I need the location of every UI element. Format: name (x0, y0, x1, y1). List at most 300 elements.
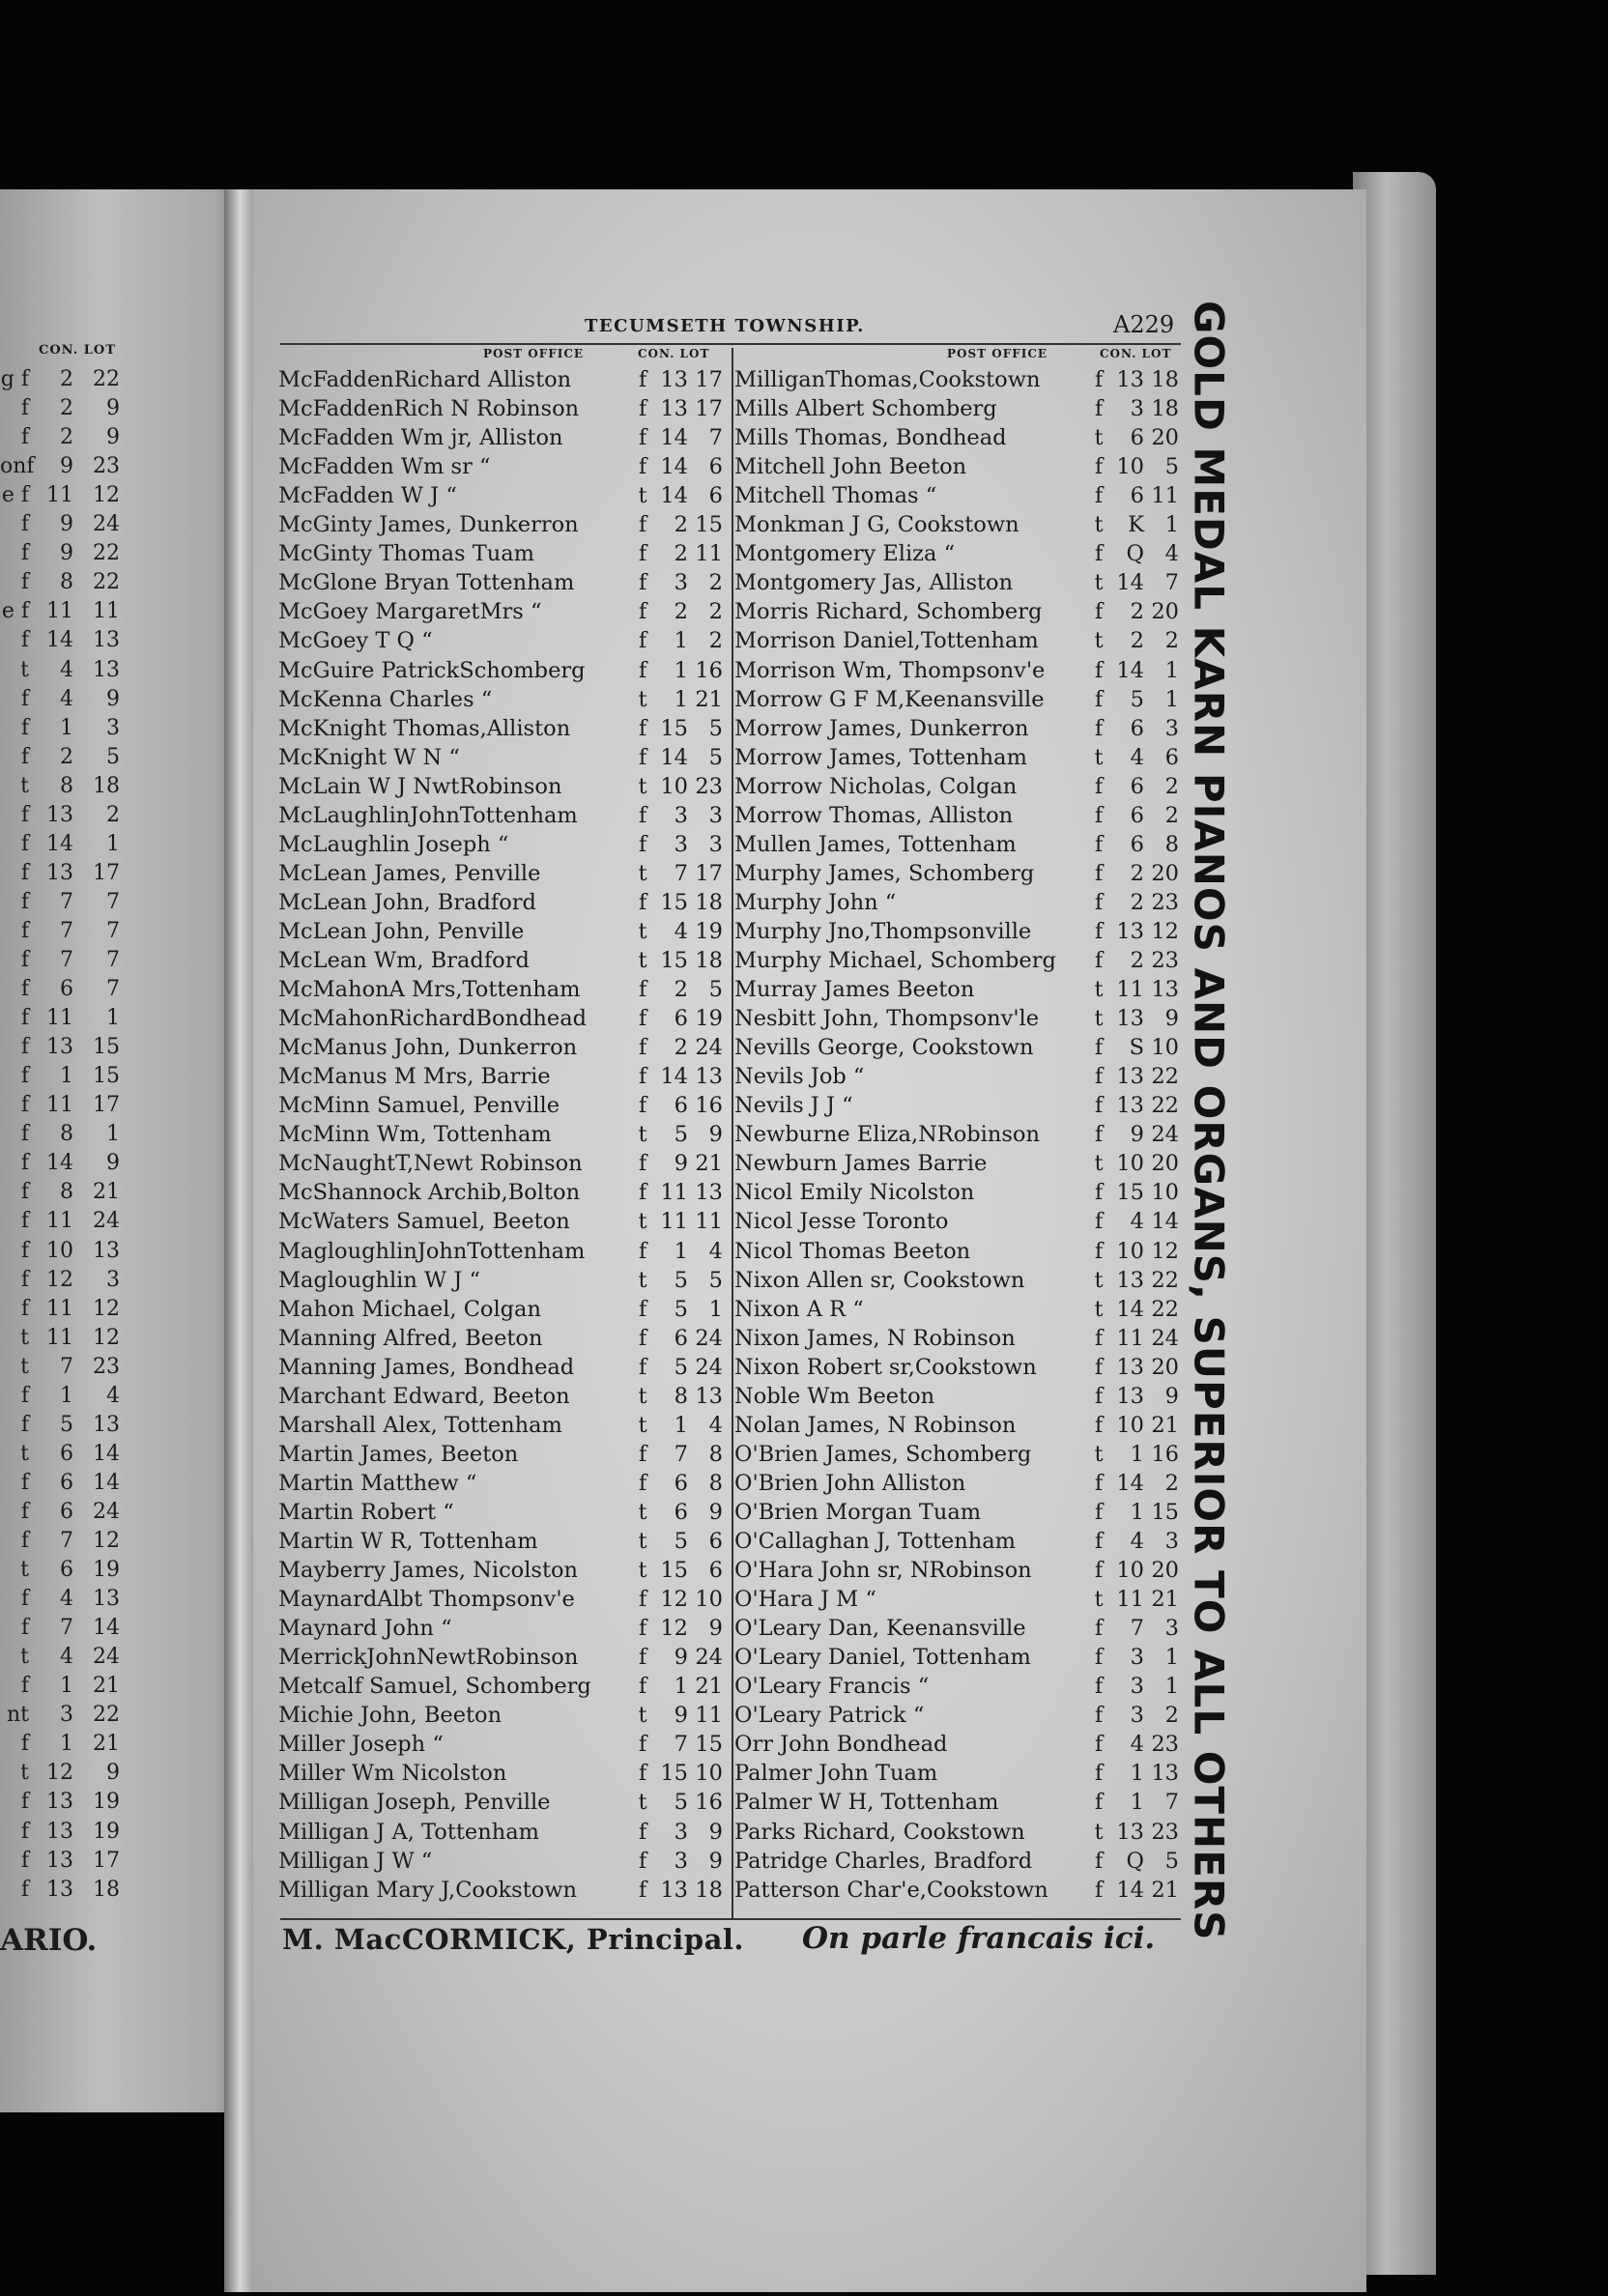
directory-entry (734, 626, 1179, 655)
entry-lot: 9 (708, 1616, 723, 1642)
entry-name: O'Leary Francis “ (734, 1674, 930, 1700)
entry-lot: 23 (93, 454, 120, 479)
entry-name: McLain W J NwtRobinson (278, 773, 562, 799)
entry-tenure: f (20, 425, 29, 450)
entry-tenure: f (1094, 1761, 1104, 1787)
entry-lot: 12 (93, 1296, 120, 1321)
entry-tenure: t (20, 1354, 29, 1379)
entry-tenure: f (20, 396, 29, 421)
entry-concession: 9 (1130, 1122, 1144, 1148)
entry-name: Martin Matthew “ (278, 1470, 477, 1496)
entry-name: Miller Joseph “ (278, 1732, 444, 1758)
entry-name: Nolan James, N Robinson (734, 1412, 1017, 1438)
previous-page-entry (0, 423, 121, 452)
entry-concession: 3 (1130, 1674, 1144, 1700)
entry-name: Morrow James, Tottenham (734, 744, 1027, 770)
entry-concession: 13 (1116, 1819, 1144, 1845)
entry-tenure: f (1094, 1645, 1104, 1671)
entry-concession: 1 (1130, 1790, 1144, 1816)
entry-name: McGlone Bryan Tottenham (278, 570, 575, 596)
directory-entry (278, 1062, 723, 1091)
entry-tenure: f (638, 1441, 647, 1467)
entry-tenure: t (1094, 628, 1104, 654)
entry-lot: 7 (708, 425, 723, 451)
entry-name: Metcalf Samuel, Schomberg (278, 1674, 591, 1700)
entry-name: Martin Robert “ (278, 1499, 454, 1525)
entry-lot: 17 (93, 1093, 120, 1118)
entry-name: O'Leary Patrick “ (734, 1703, 925, 1729)
entry-lot: 7 (106, 918, 120, 943)
entry-name: McMinn Wm, Tottenham (278, 1122, 552, 1148)
entry-concession: K (1128, 512, 1144, 538)
entry-concession: 2 (674, 1035, 688, 1061)
entry-tenure: e f (1, 483, 29, 508)
entry-tenure: t (1094, 1006, 1104, 1032)
entry-tenure: f (1094, 1093, 1104, 1119)
entry-concession: 14 (46, 831, 73, 856)
entry-tenure: f (638, 977, 647, 1003)
entry-lot: 8 (1164, 831, 1179, 857)
entry-tenure: f (1094, 831, 1104, 857)
entry-concession: 6 (1130, 773, 1144, 799)
entry-tenure: f (20, 570, 29, 595)
previous-page-entry (0, 801, 121, 830)
entry-concession: 13 (46, 1848, 73, 1873)
entry-lot: 19 (695, 1006, 723, 1032)
directory-entry (734, 1120, 1179, 1149)
entry-lot: 15 (695, 512, 723, 538)
entry-lot: 5 (106, 744, 120, 769)
previous-page-entry (0, 394, 121, 423)
entry-concession: 10 (1116, 1412, 1144, 1438)
entry-name: McLean John, Bradford (278, 889, 536, 915)
entry-tenure: f (20, 1848, 29, 1873)
directory-entry (278, 1266, 723, 1295)
directory-entry (278, 1672, 723, 1701)
entry-concession: 14 (660, 1064, 688, 1090)
entry-name: MagloughlinJohnTottenham (278, 1238, 586, 1264)
entry-lot: 17 (695, 396, 723, 422)
entry-tenure: f (20, 1499, 29, 1524)
previous-page-entry (0, 1498, 121, 1527)
entry-tenure: f (20, 715, 29, 740)
entry-lot: 17 (695, 367, 723, 392)
entry-lot: 19 (695, 918, 723, 944)
previous-page-entry (0, 1469, 121, 1498)
entry-lot: 16 (695, 1093, 723, 1119)
entry-lot: 4 (106, 1383, 120, 1408)
entry-name: McKenna Charles “ (278, 686, 493, 712)
entry-tenure: f (20, 977, 29, 1002)
entry-lot: 7 (106, 948, 120, 972)
entry-concession: 14 (1116, 1470, 1144, 1496)
entry-tenure: f (638, 1470, 647, 1496)
directory-entry (278, 1324, 723, 1353)
directory-entry (734, 830, 1179, 859)
entry-lot: 3 (1164, 715, 1179, 741)
entry-tenure: g f (0, 367, 29, 391)
entry-lot: 13 (695, 1064, 723, 1090)
entry-concession: 2 (674, 599, 688, 625)
entry-concession: 11 (46, 1296, 73, 1321)
entry-lot: 18 (93, 773, 120, 798)
entry-tenure: f (20, 1877, 29, 1902)
directory-entry (734, 1614, 1179, 1643)
previous-page-entry (0, 1004, 121, 1033)
entry-lot: 16 (695, 657, 723, 683)
entry-concession: 7 (60, 1616, 73, 1641)
entry-concession: 4 (60, 1645, 73, 1670)
entry-lot: 15 (93, 1035, 120, 1060)
entry-lot: 10 (695, 1761, 723, 1787)
entry-lot: 16 (695, 1790, 723, 1816)
entry-concession: 6 (674, 1470, 688, 1496)
entry-concession: 6 (1130, 715, 1144, 741)
directory-entry (734, 743, 1179, 772)
entry-lot: 24 (695, 1035, 723, 1061)
previous-page-entry (0, 1614, 121, 1643)
entry-lot: 3 (708, 802, 723, 828)
previous-page-entry (0, 1120, 121, 1149)
entry-concession: 8 (60, 1180, 73, 1205)
entry-tenure: f (1094, 1354, 1104, 1380)
previous-page-entry (0, 365, 121, 394)
entry-lot: 2 (708, 599, 723, 625)
entry-concession: 6 (674, 1093, 688, 1119)
entry-concession: 1 (1130, 1761, 1144, 1787)
entry-tenure: t (1094, 570, 1104, 596)
entry-tenure: t (20, 657, 29, 682)
entry-tenure: e f (1, 599, 29, 624)
entry-concession: 4 (1130, 1732, 1144, 1758)
directory-entry (278, 830, 723, 859)
directory-entry (278, 597, 723, 626)
entry-concession: 13 (1116, 1093, 1144, 1119)
entry-tenure: f (20, 948, 29, 972)
entry-name: Murray James Beeton (734, 977, 975, 1003)
entry-concession: 11 (46, 1325, 73, 1350)
entry-concession: 14 (46, 1151, 73, 1176)
entry-lot: 22 (1151, 1267, 1179, 1293)
previous-page-entry (0, 1062, 121, 1091)
entry-name: Michie John, Beeton (278, 1703, 502, 1729)
entry-tenure: f (1094, 483, 1104, 509)
directory-entry (734, 1237, 1179, 1266)
directory-entry (278, 1120, 723, 1149)
entry-lot: 24 (695, 1645, 723, 1671)
entry-name: Manning Alfred, Beeton (278, 1325, 543, 1351)
entry-lot: 21 (1151, 1587, 1179, 1613)
entry-lot: 21 (1151, 1412, 1179, 1438)
entry-lot: 2 (1164, 628, 1179, 654)
entry-name: Morrison Wm, Thompsonv'e (734, 657, 1046, 683)
entry-tenure: t (638, 1499, 647, 1525)
entry-tenure: nt (6, 1703, 29, 1728)
entry-name: McFadden W J “ (278, 483, 457, 509)
entry-name: McMinn Samuel, Penville (278, 1093, 560, 1119)
entry-lot: 9 (708, 1499, 723, 1525)
entry-concession: 9 (674, 1151, 688, 1177)
entry-tenure: f (638, 1006, 647, 1032)
entry-name: McGinty James, Dunkerron (278, 512, 579, 538)
entry-lot: 12 (1151, 1238, 1179, 1264)
entry-tenure: f (638, 1761, 647, 1787)
entry-lot: 11 (695, 1703, 723, 1729)
previous-page-entry (0, 1440, 121, 1469)
entry-lot: 12 (93, 1325, 120, 1350)
entry-lot: 24 (1151, 1122, 1179, 1148)
previous-page-entry (0, 772, 121, 801)
entry-lot: 21 (695, 1151, 723, 1177)
directory-entry (734, 1788, 1179, 1817)
entry-lot: 7 (106, 889, 120, 914)
entry-tenure: f (20, 744, 29, 769)
entry-tenure: f (20, 1267, 29, 1292)
previous-page-entry (0, 481, 121, 510)
entry-name: McFadden Wm jr, Alliston (278, 425, 563, 451)
entry-tenure: onf (0, 454, 35, 479)
entry-concession: 10 (1116, 1151, 1144, 1177)
entry-name: Noble Wm Beeton (734, 1383, 935, 1409)
previous-page-entry (0, 685, 121, 714)
directory-entry (734, 1672, 1179, 1701)
entry-concession: 4 (60, 1587, 73, 1612)
entry-concession: Q (1126, 541, 1144, 567)
entry-lot: 11 (1151, 483, 1179, 509)
entry-lot: 1 (1164, 1645, 1179, 1671)
entry-name: McGinty Thomas Tuam (278, 541, 534, 567)
entry-concession: 3 (1130, 1645, 1144, 1671)
entry-name: Nixon A R “ (734, 1296, 864, 1322)
previous-page-entry (0, 1033, 121, 1062)
entry-lot: 13 (93, 628, 120, 653)
entry-name: Marchant Edward, Beeton (278, 1383, 570, 1409)
entry-tenure: f (1094, 948, 1104, 973)
previous-page-column-header: CON. LOT (39, 343, 116, 358)
entry-lot: 5 (708, 1267, 723, 1293)
entry-name: Milligan J W “ (278, 1848, 433, 1874)
entry-concession: 14 (1116, 1877, 1144, 1903)
entry-lot: 14 (93, 1470, 120, 1495)
entry-concession: 2 (674, 541, 688, 567)
entry-lot: 18 (1151, 367, 1179, 392)
entry-concession: 1 (674, 657, 688, 683)
entry-concession: 8 (60, 1122, 73, 1147)
previous-page-entry (0, 510, 121, 539)
entry-name: Murphy James, Schomberg (734, 860, 1035, 886)
entry-tenure: f (638, 1354, 647, 1380)
entry-concession: 4 (1130, 1529, 1144, 1554)
entry-tenure: f (20, 918, 29, 943)
entry-tenure: f (20, 1006, 29, 1031)
entry-lot: 24 (695, 1325, 723, 1351)
entry-lot: 22 (1151, 1093, 1179, 1119)
entry-lot: 18 (695, 948, 723, 973)
entry-concession: 4 (1130, 744, 1144, 770)
entry-concession: 2 (60, 367, 73, 391)
entry-tenure: f (638, 1616, 647, 1642)
entry-tenure: f (1094, 1325, 1104, 1351)
directory-entry (278, 1411, 723, 1440)
entry-tenure: f (1094, 1238, 1104, 1264)
entry-concession: 5 (674, 1354, 688, 1380)
entry-concession: 11 (1116, 1587, 1144, 1613)
entry-name: O'Brien Morgan Tuam (734, 1499, 982, 1525)
entry-tenure: t (20, 773, 29, 798)
entry-tenure: f (638, 1325, 647, 1351)
entry-concession: 7 (674, 1441, 688, 1467)
entry-tenure: f (638, 831, 647, 857)
entry-concession: 15 (660, 889, 688, 915)
entry-lot: 6 (708, 454, 723, 480)
previous-page-entry (0, 743, 121, 772)
directory-entry (734, 1295, 1179, 1324)
entry-tenure: t (20, 1645, 29, 1670)
entry-tenure: f (638, 454, 647, 480)
entry-tenure: f (1094, 918, 1104, 944)
entry-tenure: f (20, 802, 29, 827)
entry-tenure: t (638, 918, 647, 944)
entry-lot: 3 (106, 715, 120, 740)
previous-page-entry (0, 830, 121, 859)
entry-tenure: f (20, 1180, 29, 1205)
entry-tenure: f (1094, 1616, 1104, 1642)
entry-name: Morrow Thomas, Alliston (734, 802, 1014, 828)
entry-name: Murphy Jno,Thompsonville (734, 918, 1032, 944)
entry-tenure: f (1094, 889, 1104, 915)
entry-tenure: f (638, 425, 647, 451)
entry-concession: 1 (1130, 1441, 1144, 1467)
directory-entry (734, 656, 1179, 685)
entry-concession: 12 (46, 1761, 73, 1786)
entry-concession: 1 (674, 1674, 688, 1700)
entry-concession: 5 (674, 1790, 688, 1816)
entry-concession: 2 (60, 744, 73, 769)
entry-concession: Q (1126, 1848, 1144, 1874)
entry-name: Nevils Job “ (734, 1064, 865, 1090)
directory-entry (278, 1033, 723, 1062)
entry-name: Nevils J J “ (734, 1093, 853, 1119)
entry-tenure: f (1094, 599, 1104, 625)
entry-name: Mullen James, Tottenham (734, 831, 1017, 857)
entry-tenure: f (20, 1529, 29, 1553)
directory-entry (734, 1469, 1179, 1498)
entry-lot: 18 (695, 889, 723, 915)
entry-concession: 13 (46, 1877, 73, 1902)
entry-tenure: f (1094, 1122, 1104, 1148)
entry-lot: 11 (93, 599, 120, 624)
directory-entry (278, 656, 723, 685)
directory-entry (734, 510, 1179, 539)
previous-page-entry (0, 1353, 121, 1382)
directory-entry (278, 1759, 723, 1788)
directory-entry (278, 917, 723, 946)
entry-lot: 10 (1151, 1035, 1179, 1061)
entry-concession: 9 (60, 512, 73, 537)
previous-page-entry (0, 539, 121, 568)
entry-concession: 7 (60, 1529, 73, 1553)
entry-concession: 10 (46, 1238, 73, 1263)
entry-concession: 14 (660, 744, 688, 770)
entry-concession: 7 (60, 948, 73, 972)
entry-tenure: f (1094, 715, 1104, 741)
entry-tenure: f (1094, 1732, 1104, 1758)
entry-name: Patterson Char'e,Cookstown (734, 1877, 1048, 1903)
entry-concession: 4 (60, 657, 73, 682)
entry-name: Morrow James, Dunkerron (734, 715, 1029, 741)
entry-tenure: f (1094, 1558, 1104, 1584)
directory-entry (734, 1701, 1179, 1730)
entry-concession: 13 (1116, 1354, 1144, 1380)
entry-lot: 9 (106, 1761, 120, 1786)
entry-tenure: t (638, 1209, 647, 1235)
entry-tenure: t (638, 483, 647, 509)
entry-name: McWaters Samuel, Beeton (278, 1209, 570, 1235)
previous-page-entry (0, 1266, 121, 1295)
entry-name: Miller Wm Nicolston (278, 1761, 507, 1787)
entry-tenure: f (20, 889, 29, 914)
directory-entry (278, 1614, 723, 1643)
entry-concession: 5 (1130, 686, 1144, 712)
entry-lot: 18 (1151, 396, 1179, 422)
entry-lot: 20 (1151, 860, 1179, 886)
entry-name: Marshall Alex, Tottenham (278, 1412, 562, 1438)
directory-entry (734, 1818, 1179, 1847)
directory-entry (278, 1469, 723, 1498)
entry-concession: 1 (674, 1412, 688, 1438)
entry-concession: 6 (60, 1499, 73, 1524)
entry-name: McLean John, Penville (278, 918, 525, 944)
entry-tenure: f (20, 1064, 29, 1089)
entry-name: Mitchell John Beeton (734, 454, 967, 480)
previous-page-entry (0, 1759, 121, 1788)
entry-lot: 23 (1151, 948, 1179, 973)
directory-entry (278, 685, 723, 714)
entry-lot: 6 (708, 1558, 723, 1584)
directory-entry (734, 1876, 1179, 1905)
entry-name: Morrison Daniel,Tottenham (734, 628, 1039, 654)
directory-entry (734, 1149, 1179, 1178)
entry-tenure: f (1094, 1499, 1104, 1525)
entry-concession: 10 (1116, 1238, 1144, 1264)
entry-concession: 13 (660, 367, 688, 392)
entry-name: Manning James, Bondhead (278, 1354, 575, 1380)
entry-name: O'Leary Dan, Keenansville (734, 1616, 1026, 1642)
entry-concession: 1 (674, 686, 688, 712)
entry-concession: 11 (1116, 1325, 1144, 1351)
directory-entry (734, 1759, 1179, 1788)
entry-tenure: t (1094, 1151, 1104, 1177)
previous-page-entry (0, 656, 121, 685)
entry-concession: 1 (60, 1674, 73, 1699)
entry-tenure: f (1094, 802, 1104, 828)
entry-tenure: f (1094, 1674, 1104, 1700)
previous-page-entry (0, 917, 121, 946)
entry-lot: 12 (93, 1529, 120, 1553)
entry-concession: 15 (660, 1558, 688, 1584)
entry-name: Newburne Eliza,NRobinson (734, 1122, 1040, 1148)
entry-lot: 22 (93, 367, 120, 391)
entry-name: McMahonA Mrs,Tottenham (278, 977, 581, 1003)
entry-concession: S (1129, 1035, 1144, 1061)
entry-concession: 12 (660, 1587, 688, 1613)
entry-lot: 3 (1164, 1529, 1179, 1554)
entry-lot: 19 (93, 1819, 120, 1844)
previous-page-entry (0, 452, 121, 481)
directory-entry (278, 1004, 723, 1033)
entry-lot: 13 (93, 1238, 120, 1263)
entry-name: Nixon James, N Robinson (734, 1325, 1016, 1351)
